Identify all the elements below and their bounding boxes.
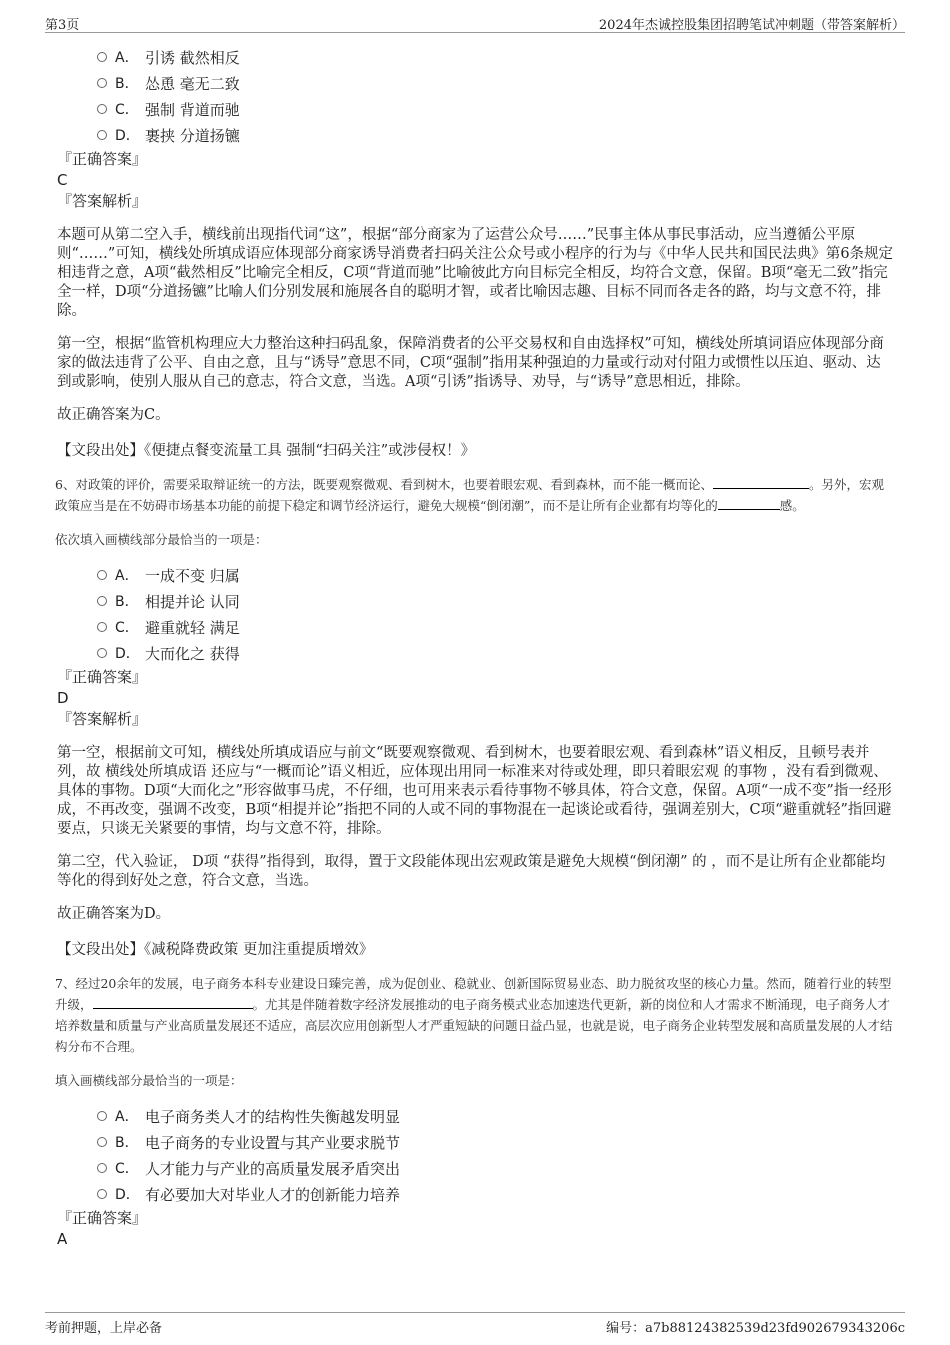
option-a[interactable]: A． 引诱 截然相反 (97, 44, 895, 70)
option-c[interactable]: C． 避重就轻 满足 (97, 614, 895, 640)
answer-label: 『正确答案』 (57, 668, 148, 686)
fill-blank (93, 996, 253, 1009)
footer-slogan: 考前押题，上岸必备 (45, 1321, 163, 1336)
radio-icon[interactable] (97, 130, 107, 140)
analysis-paragraph: 故正确答案为C。 (57, 407, 170, 423)
question-prompt: 依次填入画横线部分最恰当的一项是： (55, 532, 268, 547)
analysis-label: 『答案解析』 (57, 710, 148, 728)
analysis-paragraph: 第二空，代入验证， D项 “获得”指得到，取得，置于文段能体现出宏观政策是避免大规模“倒闭潮” 的 ，而不是让所有企业都能均等化的得到好处之意，符合文意，当选。 (57, 854, 886, 889)
radio-icon[interactable] (97, 596, 107, 606)
radio-icon[interactable] (97, 78, 107, 88)
radio-icon[interactable] (97, 1137, 107, 1147)
correct-answer: D (57, 689, 69, 707)
radio-icon[interactable] (97, 1111, 107, 1121)
radio-icon[interactable] (97, 52, 107, 62)
document-id: 编号：a7b88124382539d23fd902679343206c (606, 1321, 905, 1336)
correct-answer: C (57, 171, 68, 189)
option-a[interactable]: A． 一成不变 归属 (97, 562, 895, 588)
analysis-label: 『答案解析』 (57, 192, 148, 210)
source-citation: 【文段出处】《减税降费政策 更加注重提质增效》 (57, 942, 374, 958)
radio-icon[interactable] (97, 1163, 107, 1173)
q6-options (55, 562, 895, 666)
option-c[interactable]: C． 强制 背道而驰 (97, 96, 895, 122)
fill-blank (718, 497, 780, 510)
document-title: 2024年杰诚控股集团招聘笔试冲刺题（带答案解析） (598, 18, 905, 33)
page-header (45, 10, 905, 33)
radio-icon[interactable] (97, 648, 107, 658)
option-b[interactable]: B． 电子商务的专业设置与其产业要求脱节 (97, 1129, 895, 1155)
option-d[interactable]: D． 有必要加大对毕业人才的创新能力培养 (97, 1181, 895, 1207)
option-d[interactable]: D． 大而化之 获得 (97, 640, 895, 666)
source-citation: 【文段出处】《便捷点餐变流量工具 强制“扫码关注”或涉侵权！》 (57, 443, 476, 459)
analysis-paragraph: 故正确答案为D。 (57, 906, 171, 922)
radio-icon[interactable] (97, 104, 107, 114)
question-prompt: 填入画横线部分最恰当的一项是： (55, 1073, 243, 1088)
q5-options (55, 44, 895, 148)
answer-label: 『正确答案』 (57, 1209, 148, 1227)
radio-icon[interactable] (97, 570, 107, 580)
page-footer (45, 1312, 905, 1337)
fill-blank (713, 476, 809, 489)
option-d[interactable]: D． 裹挟 分道扬镳 (97, 122, 895, 148)
option-b[interactable]: B． 怂恿 毫无二致 (97, 70, 895, 96)
option-c[interactable]: C． 人才能力与产业的高质量发展矛盾突出 (97, 1155, 895, 1181)
question-stem: 6、对政策的评价，需要采取辩证统一的方法，既要观察微观、看到树木，也要着眼宏观、看到森林，而不能一概而论、 。另外，宏观政策应当是在不妨碍市场基本功能的前提下稳定和调节经济运行，避免大规模“倒闭潮”，而不是让所有企业都有均等化的 感。 (55, 477, 884, 513)
correct-answer: A (57, 1230, 68, 1248)
main-content (55, 44, 895, 1249)
analysis-paragraph: 第一空，根据“监管机构理应大力整治这种扫码乱象，保障消费者的公平交易权和自由选择权”可知，横线处所填词语应体现部分商家的做法违背了公平、自由之意，且与“诱导”意思不同，C项“强制”指用某种强迫的力量或行动对付阻力或惯性以压迫、驱动、达到或影响，使别人服从自己的意志，符合文意，当选。A项“引诱”指诱导、劝导，与“诱导”意思相近，排除。 (57, 336, 884, 390)
option-b[interactable]: B． 相提并论 认同 (97, 588, 895, 614)
page-number: 第3页 (45, 18, 80, 33)
radio-icon[interactable] (97, 1189, 107, 1199)
analysis-paragraph: 本题可从第二空入手，横线前出现指代词“这”，根据“部分商家为了运营公众号……”民事主体从事民事活动，应当遵循公平原则“……”可知，横线处所填成语应体现部分商家诱导消费者扫码关注公众号或小程序的行为与《中华人民共和国民法典》第6条规定相违背之意，A项“截然相反”比喻完全相反，C项“背道而驰”比喻彼此方向目标完全相反，均符合文意，保留。B项“毫无二致”指完全一样，D项“分道扬镳”比喻人们分别发展和施展各自的聪明才智，或者比喻因志趣、目标不同而各走各的路，均与文意不符，排除。 (57, 227, 894, 319)
answer-label: 『正确答案』 (57, 150, 148, 168)
question-stem: 7、经过20余年的发展，电子商务本科专业建设日臻完善，成为促创业、稳就业、创新国际贸易业态、助力脱贫攻坚的核心力量。然而，随着行业的转型升级， 。尤其是伴随着数字经济发展推动的电子商务模式业态加速迭代更新，新的岗位和人才需求不断涌现，电子商务人才培养数量和质量与产业高质量发展还不适应，高层次应用创新型人才严重短缺的问题日益凸显，也就是说，电子商务企业转型发展和高质量发展的人才结构分布不合理。 (55, 976, 893, 1054)
option-a[interactable]: A． 电子商务类人才的结构性失衡越发明显 (97, 1103, 895, 1129)
radio-icon[interactable] (97, 622, 107, 632)
analysis-paragraph: 第一空，根据前文可知，横线处所填成语应与前文“既要观察微观、看到树木，也要着眼宏观、看到森林”语义相反，且顿号表并列，故 横线处所填成语 还应与“一概而论”语义相近，应体现出用同一标准来对待或处理，即只着眼宏观 的事物 ，没有看到微观、具体的事物。D项“大而化之”形容做事马虎，不仔细，也可用来表示看待事物不够具体，符合文意，保留。A项“一成不变”指一经形成，不再改变，强调不改变，B项“相提并论”指把不同的人或不同的事物混在一起谈论或看待，强调差别大，C项“避重就轻”指回避要点，只谈无关紧要的事情，均与文意不符，排除。 (57, 745, 892, 837)
q7-options (55, 1103, 895, 1207)
